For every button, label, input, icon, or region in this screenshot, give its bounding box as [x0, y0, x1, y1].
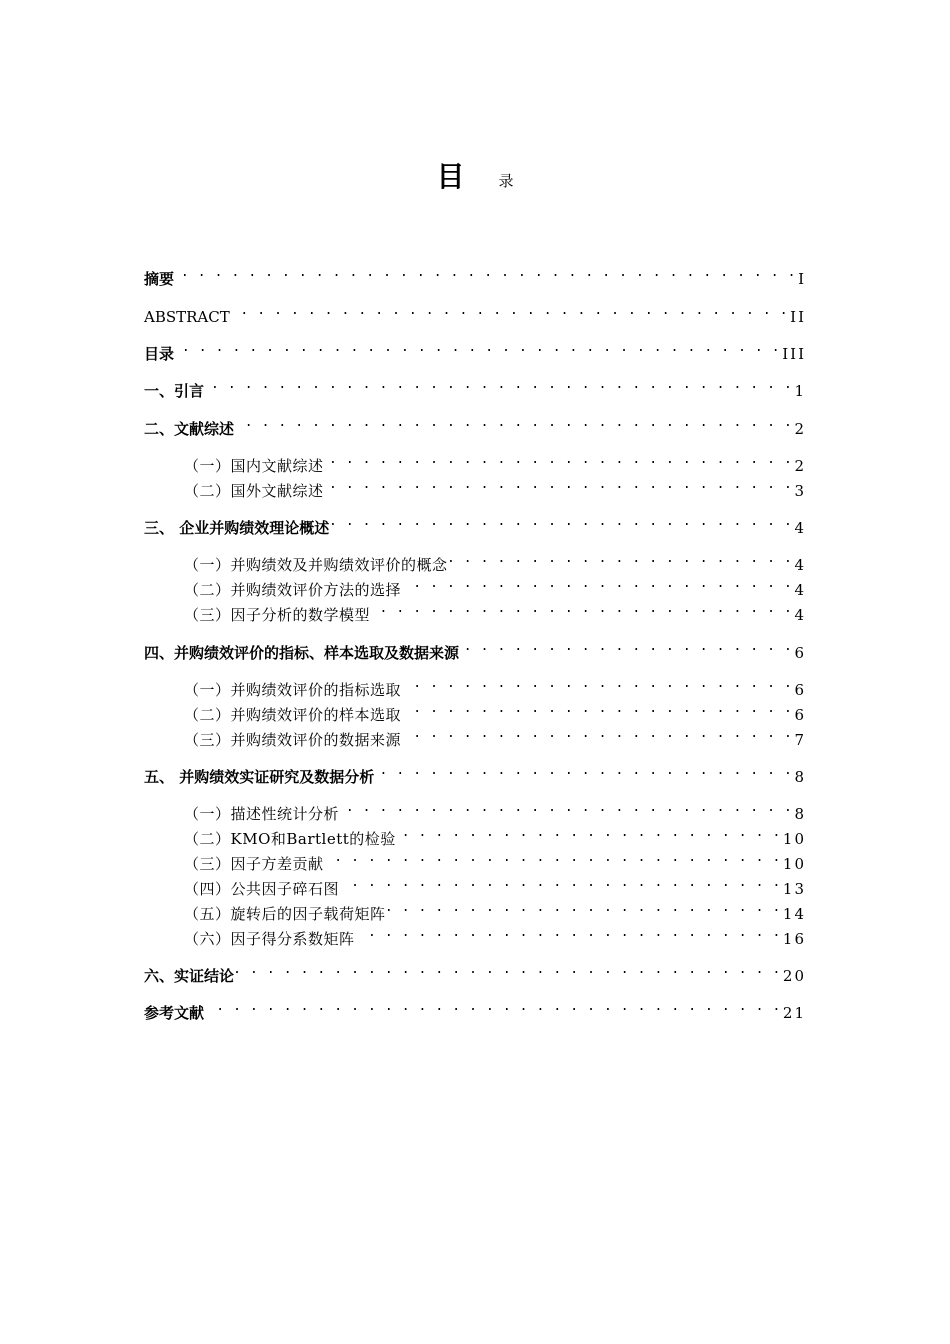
toc-entry-page: 10 — [782, 855, 806, 873]
toc-title-sub: 录 — [498, 172, 514, 190]
toc-entry-contents[interactable] — [144, 337, 806, 363]
toc-leader-dots — [176, 337, 780, 359]
toc-entry-label: 一、引言 — [144, 382, 205, 400]
toc-leader-dots — [341, 797, 792, 819]
toc-entry-section-2-1[interactable] — [184, 449, 806, 475]
toc-leader-dots — [232, 300, 788, 322]
toc-entry-label: （二）并购绩效评价方法的选择 — [184, 581, 402, 599]
toc-entry-abstract-en[interactable] — [144, 300, 806, 326]
toc-leader-dots — [236, 412, 792, 434]
toc-entry-label: 六、实证结论 — [144, 967, 235, 985]
toc-leader-dots — [326, 474, 793, 496]
toc-leader-dots — [403, 673, 792, 695]
toc-entry-page: 1 — [794, 382, 806, 400]
toc-leader-dots — [403, 723, 792, 745]
toc-entry-label: ABSTRACT — [144, 308, 230, 326]
toc-entry-label: （四）公共因子碎石图 — [184, 880, 340, 898]
toc-leader-dots — [206, 374, 792, 396]
toc-entry-chapter-6[interactable] — [144, 959, 806, 985]
toc-entry-label: （二）KMO和Bartlett的检验 — [184, 830, 396, 848]
toc-entry-page: 4 — [794, 519, 806, 537]
toc-entry-label: 五、 并购绩效实证研究及数据分析 — [144, 768, 375, 786]
toc-leader-dots — [398, 822, 781, 844]
toc-entry-label: 二、文献综述 — [144, 420, 235, 438]
toc-leader-dots — [388, 897, 781, 919]
toc-leader-dots — [376, 760, 792, 782]
toc-entry-label: 参考文献 — [144, 1004, 205, 1022]
toc-entry-label: （一）国内文献综述 — [184, 457, 324, 475]
toc-entry-page: 14 — [782, 905, 806, 923]
toc-entry-page: 8 — [794, 768, 806, 786]
toc-leader-dots — [326, 449, 793, 471]
toc-title — [0, 155, 950, 195]
toc-entry-section-3-2[interactable] — [184, 573, 806, 599]
toc-entry-abstract-cn[interactable] — [144, 262, 806, 288]
toc-entry-page: I — [798, 270, 806, 288]
toc-entry-page: 2 — [794, 457, 806, 475]
toc-entry-page: 8 — [794, 805, 806, 823]
toc-entry-page: 6 — [794, 681, 806, 699]
toc-entry-label: （五）旋转后的因子载荷矩阵 — [184, 905, 386, 923]
toc-entry-page: III — [782, 345, 806, 363]
toc-entry-page: 20 — [782, 967, 806, 985]
toc-entry-section-2-2[interactable] — [184, 474, 806, 500]
toc-entry-label: （一）并购绩效及并购绩效评价的概念 — [184, 556, 448, 574]
toc-entry-section-4-2[interactable] — [184, 698, 806, 724]
toc-leader-dots — [326, 847, 781, 869]
toc-entry-section-5-2[interactable] — [184, 822, 806, 848]
toc-entry-page: 13 — [782, 880, 806, 898]
toc-entry-section-4-1[interactable] — [184, 673, 806, 699]
toc-entry-page: 6 — [794, 706, 806, 724]
toc-entry-chapter-3[interactable] — [144, 511, 806, 537]
toc-entry-label: （三）并购绩效评价的数据来源 — [184, 731, 402, 749]
toc-leader-dots — [331, 511, 792, 533]
toc-leader-dots — [403, 573, 792, 595]
toc-entry-section-5-1[interactable] — [184, 797, 806, 823]
toc-entry-label: 三、 企业并购绩效理论概述 — [144, 519, 330, 537]
toc-entry-page: 4 — [794, 556, 806, 574]
toc-title-main: 目 — [436, 160, 465, 193]
toc-leader-dots — [357, 922, 781, 944]
toc-entry-label: （六）因子得分系数矩阵 — [184, 930, 355, 948]
toc-leader-dots — [403, 698, 792, 720]
toc-leader-dots — [176, 262, 796, 284]
toc-entry-label: （二）并购绩效评价的样本选取 — [184, 706, 402, 724]
toc-entry-page: 21 — [782, 1004, 806, 1022]
toc-entry-section-3-1[interactable] — [184, 548, 806, 574]
toc-leader-dots — [461, 636, 792, 658]
toc-leader-dots — [206, 996, 781, 1018]
toc-entry-label: （三）因子方差贡献 — [184, 855, 324, 873]
toc-entry-chapter-5[interactable] — [144, 760, 806, 786]
toc-leader-dots — [372, 598, 792, 620]
toc-entry-page: 4 — [794, 581, 806, 599]
toc-entry-section-3-3[interactable] — [184, 598, 806, 624]
toc-entry-chapter-1[interactable] — [144, 374, 806, 400]
toc-entry-chapter-4[interactable] — [144, 636, 806, 662]
toc-entry-label: （一）并购绩效评价的指标选取 — [184, 681, 402, 699]
toc-entry-chapter-2[interactable] — [144, 412, 806, 438]
toc-entry-section-5-6[interactable] — [184, 922, 806, 948]
toc-entry-references[interactable] — [144, 996, 806, 1022]
toc-entry-page: 6 — [794, 644, 806, 662]
toc-entry-label: （一）描述性统计分析 — [184, 805, 340, 823]
toc-entry-label: 摘要 — [144, 270, 175, 288]
toc-entry-page: 3 — [794, 482, 806, 500]
toc-entry-page: II — [790, 308, 806, 326]
toc-entry-label: （二）国外文献综述 — [184, 482, 324, 500]
toc-entry-label: 四、并购绩效评价的指标、样本选取及数据来源 — [144, 644, 460, 662]
toc-entry-page: 10 — [782, 830, 806, 848]
toc-entry-label: 目录 — [144, 345, 175, 363]
toc-entry-section-5-3[interactable] — [184, 847, 806, 873]
toc-leader-dots — [341, 872, 781, 894]
toc-entry-page: 16 — [782, 930, 806, 948]
toc-entry-section-5-4[interactable] — [184, 872, 806, 898]
toc-entry-page: 2 — [794, 420, 806, 438]
toc-entry-section-4-3[interactable] — [184, 723, 806, 749]
toc-entry-section-5-5[interactable] — [184, 897, 806, 923]
toc-entry-page: 4 — [794, 606, 806, 624]
toc-leader-dots — [236, 959, 781, 981]
toc-entry-label: （三）因子分析的数学模型 — [184, 606, 371, 624]
toc-entry-page: 7 — [794, 731, 806, 749]
toc-leader-dots — [450, 548, 793, 570]
